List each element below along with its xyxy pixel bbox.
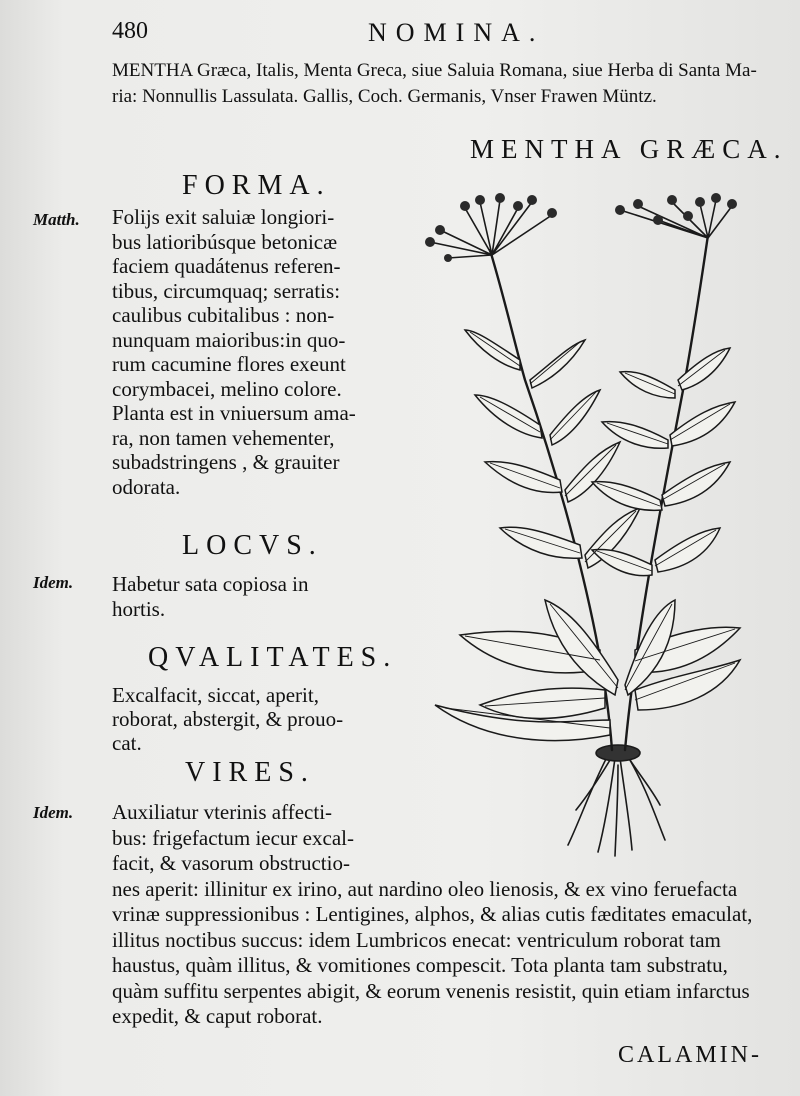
qualitates-heading: QVALITATES. xyxy=(148,642,398,673)
text-line: hortis. xyxy=(112,597,166,621)
running-head: NOMINA. xyxy=(368,18,545,47)
text-line: haustus, quàm illitus, & vomitiones compescit. Tota planta tam substratu, xyxy=(112,953,728,977)
text-line: tibus, circumquaq; serratis: xyxy=(112,278,341,303)
names-line-1: MENTHA Græca, Italis, Menta Greca, siue Saluia Romana, siue Herba di Santa Ma- xyxy=(112,60,757,81)
text-line: Habetur sata copiosa in xyxy=(112,572,309,596)
forma-marginal-note: Matth. xyxy=(33,210,80,229)
vires-marginal-note: Idem. xyxy=(33,803,74,822)
text-line: nes aperit: illinitur ex irino, aut nardino oleo lienosis, & ex vino feruefacta xyxy=(112,876,738,901)
page-number: 480 xyxy=(112,18,148,44)
text-line: rum cacumine flores exeunt xyxy=(112,352,346,376)
mentha-graeca-plant-icon xyxy=(420,180,760,860)
text-line: roborat, abstergit, & prouo- xyxy=(112,707,344,731)
forma-heading: FORMA. xyxy=(182,170,331,201)
text-line: cat. xyxy=(112,731,142,755)
vires-heading: VIRES. xyxy=(185,757,315,788)
text-line: facit, & vasorum obstructio- xyxy=(112,851,350,875)
text-line: bus: frigefactum iecur excal- xyxy=(112,825,354,850)
text-line: vrinæ suppressionibus : Lentigines, alphos, & alias cutis fæditates emaculat, xyxy=(112,902,753,926)
text-line: caulibus cubitalibus : non- xyxy=(112,303,335,327)
text-line: faciem quadátenus referen- xyxy=(112,254,341,278)
text-line: Planta est in vniuersum ama- xyxy=(112,401,356,425)
text-line: Auxiliatur vterinis affecti- xyxy=(112,800,333,824)
text-line: bus latioribúsque betonicæ xyxy=(112,229,338,254)
locus-heading: LOCVS. xyxy=(182,530,323,561)
text-line: odorata. xyxy=(112,474,181,499)
text-line: corymbacei, melino colore. xyxy=(112,376,342,401)
text-line: Folijs exit saluiæ longiori- xyxy=(112,205,335,229)
locus-marginal-note: Idem. xyxy=(33,573,74,592)
text-line: subadstringens , & grauiter xyxy=(112,450,340,474)
text-line: quàm suffitu serpentes abigit, & eorum venenis resistit, quin etiam infarctus xyxy=(112,978,750,1003)
figure-caption: MENTHA GRÆCA. xyxy=(470,134,788,164)
catchword: CALAMIN- xyxy=(618,1042,762,1068)
text-line: expedit, & caput roborat. xyxy=(112,1004,323,1028)
text-line: Excalfacit, siccat, aperit, xyxy=(112,683,319,707)
text-line: ra, non tamen vehementer, xyxy=(112,425,335,450)
text-line: nunquam maioribus:in quo- xyxy=(112,327,346,352)
names-line-2: ria: Nonnullis Lassulata. Gallis, Coch. Germanis, Vnser Frawen Müntz. xyxy=(112,86,657,107)
text-line: illitus noctibus succus: idem Lumbricos enecat: ventriculum roborat tam xyxy=(112,927,721,952)
